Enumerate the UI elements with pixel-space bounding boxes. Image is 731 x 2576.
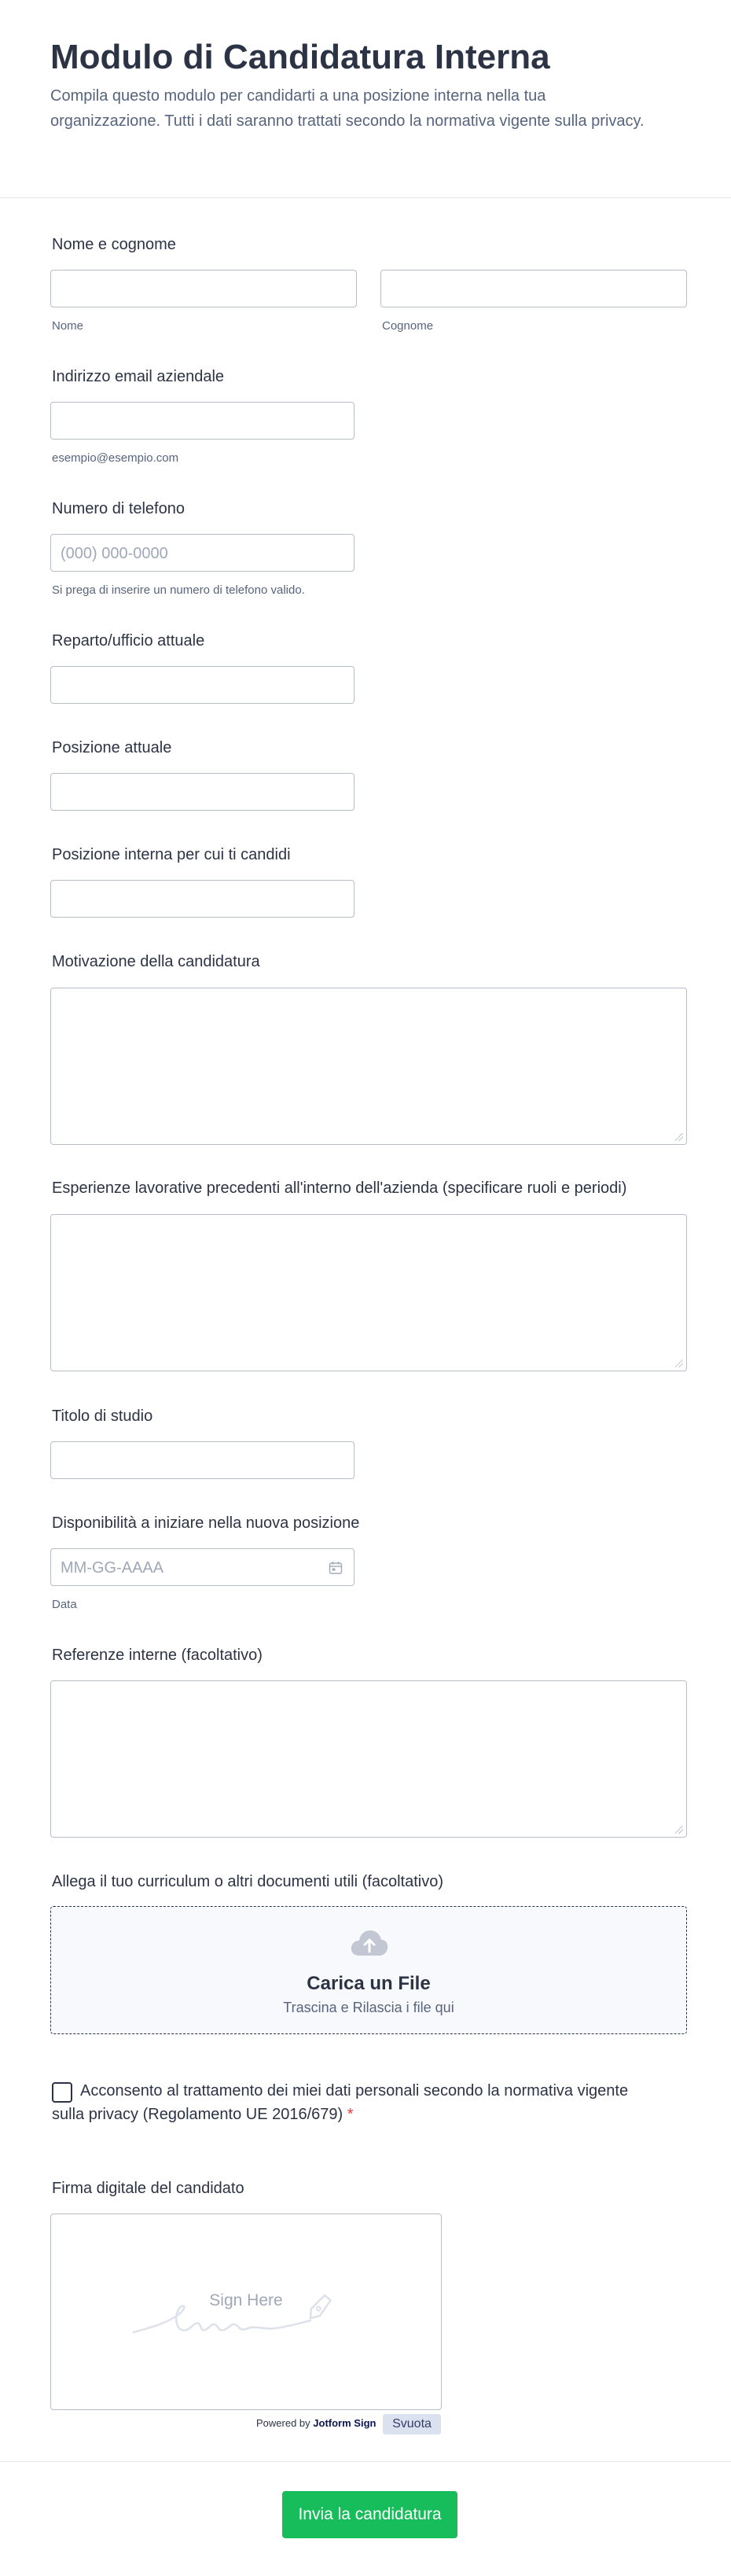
clear-signature-button[interactable]: Svuota	[383, 2414, 441, 2434]
calendar-icon[interactable]	[329, 1561, 343, 1575]
current-position-label: Posizione attuale	[52, 739, 172, 756]
date-placeholder: MM-GG-AAAA	[61, 1559, 164, 1577]
signature-pad[interactable]	[50, 2214, 442, 2410]
file-upload-dropzone[interactable]	[50, 1906, 687, 2034]
full-name-label: Nome e cognome	[52, 236, 176, 253]
signature-label: Firma digitale del candidato	[52, 2180, 244, 2197]
last-name-sublabel: Cognome	[382, 319, 434, 333]
phone-sublabel: Si prega di inserire un numero di telefono valido.	[52, 583, 305, 597]
availability-date-input[interactable]	[50, 1548, 354, 1586]
consent-label	[52, 2079, 634, 2126]
references-label: Referenze interne (facoltativo)	[52, 1647, 263, 1664]
first-name-sublabel: Nome	[52, 319, 84, 333]
education-label: Titolo di studio	[52, 1408, 153, 1425]
availability-sublabel: Data	[52, 1598, 77, 1611]
motivation-textarea[interactable]	[50, 988, 687, 1145]
powered-brand: Jotform Sign	[313, 2417, 377, 2429]
current-position-input[interactable]	[50, 773, 354, 811]
upload-subtitle: Trascina e Rilascia i file qui	[283, 2000, 454, 2015]
availability-label: Disponibilità a iniziare nella nuova posizione	[52, 1514, 360, 1532]
signature-scribble-icon	[130, 2289, 366, 2344]
first-name-input[interactable]	[50, 270, 357, 307]
submit-button[interactable]: Invia la candidatura	[282, 2491, 457, 2538]
applied-position-input[interactable]	[50, 880, 354, 918]
cloud-upload-icon	[350, 1929, 389, 1957]
email-sublabel: esempio@esempio.com	[52, 451, 179, 465]
upload-title: Carica un File	[307, 1973, 431, 1994]
phone-placeholder: (000) 000-0000	[61, 545, 168, 562]
resize-handle-icon[interactable]	[675, 1133, 683, 1141]
department-input[interactable]	[50, 666, 354, 704]
applied-position-label: Posizione interna per cui ti candidi	[52, 846, 291, 863]
upload-label: Allega il tuo curriculum o altri documenti utili (facoltativo)	[52, 1873, 443, 1890]
email-input[interactable]	[50, 402, 354, 440]
required-mark: *	[347, 2106, 354, 2123]
email-label: Indirizzo email aziendale	[52, 368, 225, 385]
phone-input[interactable]	[50, 534, 354, 572]
last-name-input[interactable]	[380, 270, 687, 307]
experience-label: Esperienze lavorative precedenti all'interno dell'azienda (specificare ruoli e periodi)	[52, 1179, 627, 1197]
powered-prefix: Powered by	[256, 2417, 310, 2429]
form-description: Compila questo modulo per candidarti a una posizione interna nella tua organizzazione. Tutti i dati saranno trattati secondo la normativa vigente sulla privacy.	[50, 87, 645, 130]
footer-divider	[0, 2461, 731, 2462]
references-textarea[interactable]	[50, 1680, 687, 1838]
consent-text: Acconsento al trattamento dei miei dati personali secondo la normativa vigente sulla privacy (Regolamento UE 2016/679)	[52, 2082, 629, 2123]
form-header	[0, 0, 731, 198]
powered-by	[256, 2417, 376, 2429]
motivation-label: Motivazione della candidatura	[52, 953, 260, 970]
experience-textarea[interactable]	[50, 1214, 687, 1371]
resize-handle-icon[interactable]	[675, 1826, 683, 1834]
signature-placeholder: Sign Here	[209, 2291, 283, 2309]
education-input[interactable]	[50, 1441, 354, 1479]
department-label: Reparto/ufficio attuale	[52, 632, 205, 650]
resize-handle-icon[interactable]	[675, 1360, 683, 1367]
form-title: Modulo di Candidatura Interna	[50, 38, 550, 76]
phone-label: Numero di telefono	[52, 500, 185, 517]
